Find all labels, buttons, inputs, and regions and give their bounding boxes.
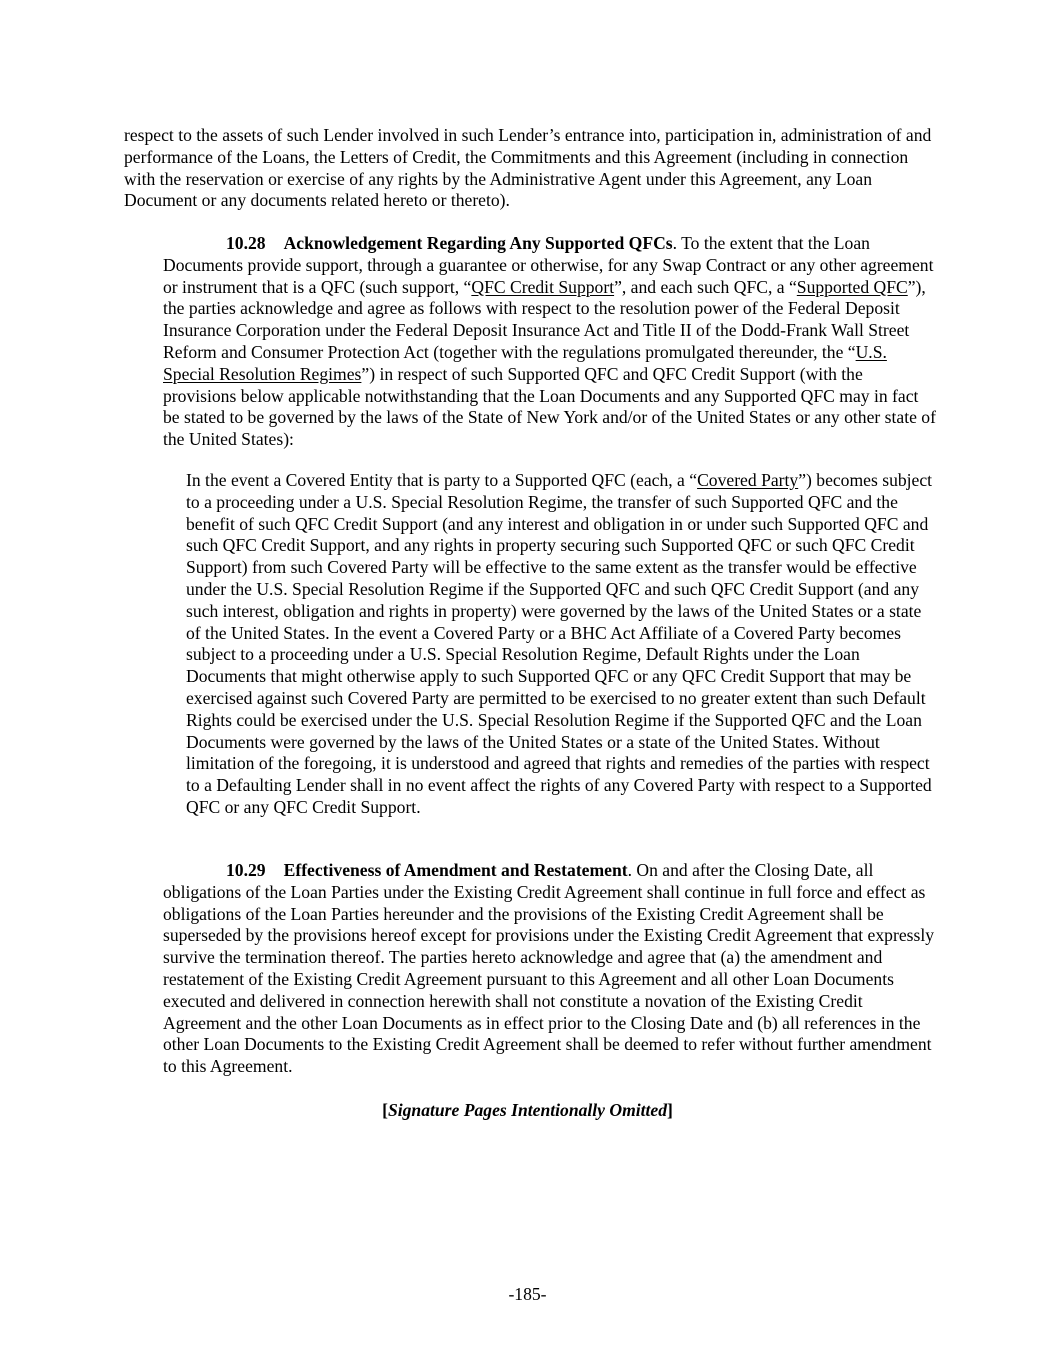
continuation-text: respect to the assets of such Lender involved in such Lender’s entrance into, participation in, administration of and performance of the Loans, the Letters of Credit, the Commitments and this Agreement (including in connection with the reservation or exercise of any rights by the Administrative Agent under this Agreement, any Loan Document or any documents related hereto or thereto). <box>124 125 932 211</box>
bracket-close: ] <box>667 1100 673 1120</box>
section-text: ”), the parties acknowledge and agree as follows with respect to the resolution power of the Federal Deposit Insurance Corporation under the Federal Deposit Insurance Act and Title II of the Dodd-Frank Wall Street Reform and Consumer Protection Act (together with the regulations promulgated thereunder, the “ <box>163 276 926 362</box>
section-10-28 <box>163 233 938 451</box>
section-number: 10.28 <box>226 233 266 253</box>
defined-term-us-special-resolution-regimes: U.S. Special Resolution Regimes <box>163 341 887 384</box>
covered-party-paragraph <box>186 470 938 819</box>
page-number: -185- <box>508 1284 547 1304</box>
section-text: ”, and each such QFC, a “ <box>614 276 797 297</box>
bracket-open: [ <box>382 1100 388 1120</box>
section-text: . On and after the Closing Date, all obligations of the Loan Parties under the Existing Credit Agreement shall continue in full force and effect as obligations of the Loan Parties hereunder and the provisions of the Existing Credit Agreement shall be superseded by the provisions hereof except for provisions under the Existing Credit Agreement that expressly survive the termination thereof. The parties hereto acknowledge and agree that (a) the amendment and restatement of the Existing Credit Agreement pursuant to this Agreement and all other Loan Documents executed and delivered in connection herewith shall not constitute a novation of the Existing Credit Agreement and the other Loan Documents as in effect prior to the Closing Date and (b) all references in the other Loan Documents to the Existing Credit Agreement shall be deemed to refer without further amendment to this Agreement. <box>163 860 935 1077</box>
section-text: ”) in respect of such Supported QFC and QFC Credit Support (with the provisions below applicable notwithstanding that the Loan Documents and any Supported QFC may in fact be stated to be governed by the laws of the State of New York and/or of the United States or any other state of the United States): <box>163 363 936 450</box>
section-10-29 <box>163 860 938 1078</box>
signature-pages-note <box>0 1100 1055 1122</box>
defined-term-qfc-credit-support: QFC Credit Support <box>471 276 615 297</box>
section-title: Effectiveness of Amendment and Restatement <box>283 860 628 880</box>
block-text: ”) becomes subject to a proceeding under a U.S. Special Resolution Regime, the transfer of such Supported QFC and the benefit of such QFC Credit Support (and any interest and obligation in or under such Supported QFC and such QFC Credit Support, and any rights in property securing such Supported QFC or such QFC Credit Support) from such Covered Party will be effective to the same extent as the transfer would be effective under the U.S. Special Resolution Regime if the Supported QFC and such QFC Credit Support (and any such interest, obligation and rights in property) were governed by the laws of the United States or a state of the United States. In the event a Covered Party or a BHC Act Affiliate of a Covered Party becomes subject to a proceeding under a U.S. Special Resolution Regime, Default Rights under the Loan Documents that might otherwise apply to such Supported QFC or any QFC Credit Support that may be exercised against such Covered Party are permitted to be exercised to no greater extent than such Default Rights could be exercised under the U.S. Special Resolution Regime if the Supported QFC and the Loan Documents were governed by the laws of the United States or a state of the United States. Without limitation of the foregoing, it is understood and agreed that rights and remedies of the parties with respect to a Defaulting Lender shall in no event affect the rights of any Covered Party with respect to a Supported QFC or any QFC Credit Support. <box>186 470 933 817</box>
section-title: Acknowledgement Regarding Any Supported QFCs <box>283 233 673 253</box>
defined-term-covered-party: Covered Party <box>697 470 799 490</box>
defined-term-supported-qfc: Supported QFC <box>796 276 908 297</box>
section-number: 10.29 <box>226 860 266 880</box>
signature-note-text: Signature Pages Intentionally Omitted <box>387 1100 668 1120</box>
block-text: In the event a Covered Entity that is party to a Supported QFC (each, a “ <box>186 470 698 490</box>
section-text: . To the extent that the Loan Documents provide support, through a guarantee or otherwise, for any Swap Contract or any other agreement or instrument that is a QFC (such support, “ <box>163 233 934 297</box>
continuation-paragraph <box>124 125 934 212</box>
